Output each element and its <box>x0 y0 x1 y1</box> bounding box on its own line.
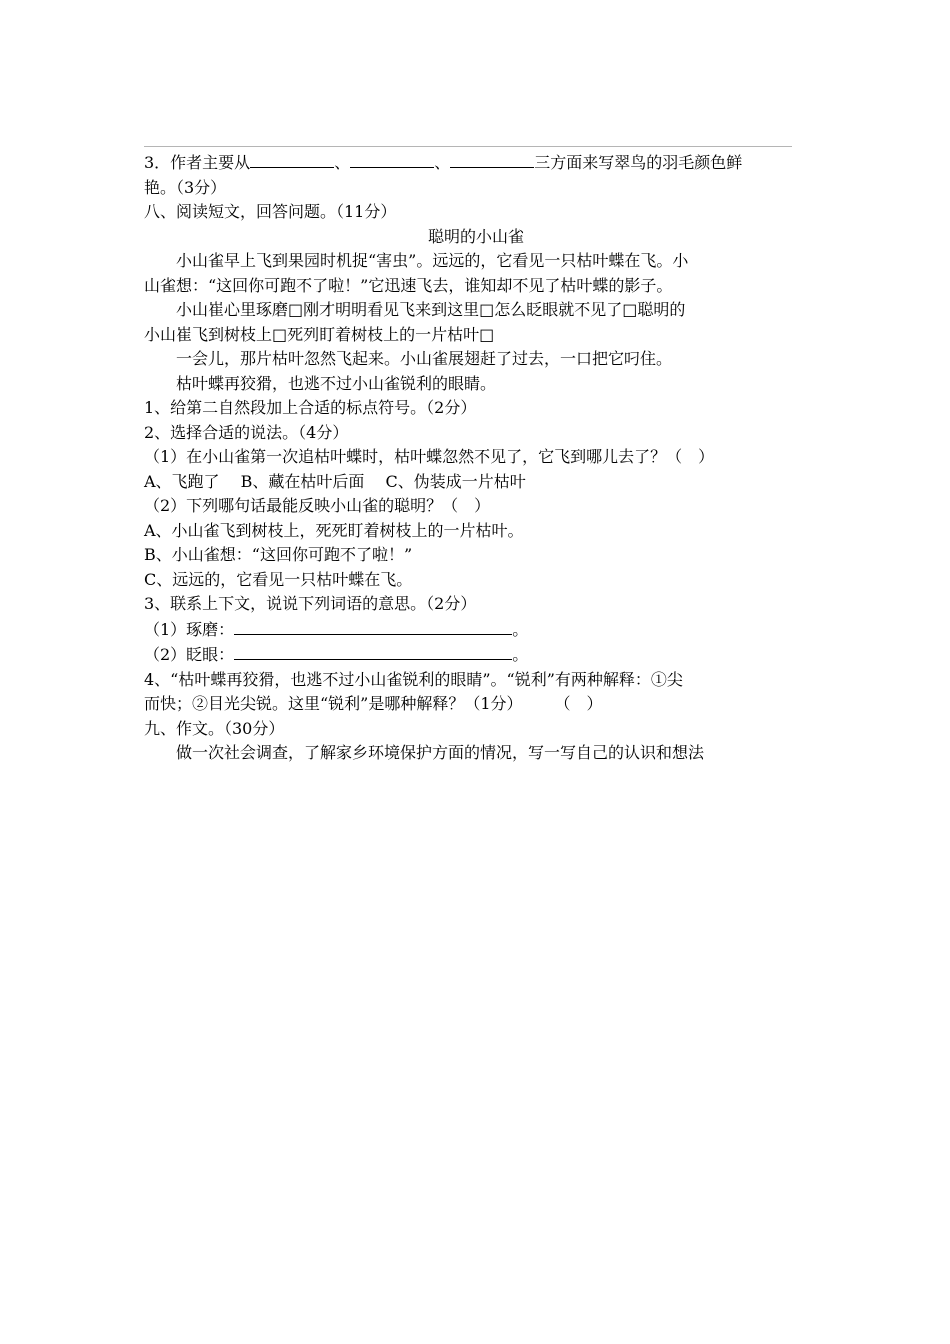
exam-page <box>144 130 808 766</box>
passage-title: 聪明的小山雀 <box>427 226 524 246</box>
sub-question-3-1 <box>144 617 808 643</box>
top-divider <box>144 146 792 147</box>
option-c: C、远远的，它看见一只枯叶蝶在飞。 <box>144 569 413 589</box>
passage-p3: 一会儿，那片枯叶忽然飞起来。小山雀展翅赶了过去，一口把它叼住。 <box>176 349 673 368</box>
answer-blank-1[interactable] <box>250 151 334 168</box>
answer-blank-3[interactable] <box>450 151 534 168</box>
sub-question-2-1-options: A、飞跑了 B、藏在枯叶后面 C、伪装成一片枯叶 <box>144 471 526 491</box>
question-3-prefix: 3．作者主要从 <box>144 153 251 172</box>
section-9-heading: 九、作文。（30分） <box>144 718 285 738</box>
answer-line-1[interactable] <box>234 617 512 635</box>
sub-question-3: 3、联系上下文，说说下列词语的意思。（2分） <box>144 594 477 613</box>
passage-p4: 枯叶蝶再狡猾，也逃不过小山雀锐利的眼睛。 <box>176 373 497 393</box>
option-b: B、小山雀想：“这回你可跑不了啦！” <box>144 545 413 564</box>
question-3-suffix: 三方面来写翠鸟的羽毛颜色鲜 <box>534 153 743 172</box>
sub-question-1: 1、给第二自然段加上合适的标点符号。（2分） <box>144 398 477 417</box>
sub-question-3-2 <box>144 642 808 668</box>
sub-question-4-line2: 而快；②目光尖锐。这里“锐利”是哪种解释？（1分） （ ） <box>144 694 603 713</box>
section-8-heading: 八、阅读短文，回答问题。（11分） <box>144 202 397 221</box>
answer-line-2[interactable] <box>234 642 512 660</box>
sub-question-2: 2、选择合适的说法。（4分） <box>144 422 349 442</box>
sub-question-4-line1: 4、“枯叶蝶再狡猾，也逃不过小山雀锐利的眼睛”。“锐利”有两种解释：①尖 <box>144 669 683 689</box>
separator: 、 <box>434 153 451 172</box>
option-a: A、小山雀飞到树枝上，死死盯着树枝上的一片枯叶。 <box>144 520 524 540</box>
passage-p2-line2: 小山崔飞到树枝上□死列盯着树枝上的一片枯叶□ <box>144 324 495 344</box>
passage-p1-line2: 山雀想：“这回你可跑不了啦！”它迅速飞去，谁知却不见了枯叶蝶的影子。 <box>144 275 673 295</box>
period: 。 <box>512 645 529 664</box>
passage-p2-line1: 小山崔心里琢磨□刚才明明看见飞来到这里□怎么眨眼就不见了□聪明的 <box>176 300 686 319</box>
separator: 、 <box>334 153 351 172</box>
sub-question-2-2: （2）下列哪句话最能反映小山雀的聪明？（ ） <box>144 496 491 515</box>
sub-question-2-1: （1）在小山雀第一次追枯叶蝶时，枯叶蝶忽然不见了，它飞到哪儿去了？（ ） <box>144 447 715 466</box>
question-3 <box>144 151 808 176</box>
word-label: （1）琢磨： <box>144 619 235 639</box>
essay-prompt: 做一次社会调查，了解家乡环境保护方面的情况，写一写自己的认识和想法 <box>176 743 705 762</box>
answer-blank-2[interactable] <box>350 151 434 168</box>
word-label: （2）眨眼： <box>144 645 235 664</box>
period: 。 <box>512 619 529 639</box>
passage-p1-line1: 小山雀早上飞到果园时机捉“害虫”。远远的，它看见一只枯叶蝶在飞。小 <box>176 251 689 270</box>
question-3-continuation: 艳。（3分） <box>144 177 227 197</box>
